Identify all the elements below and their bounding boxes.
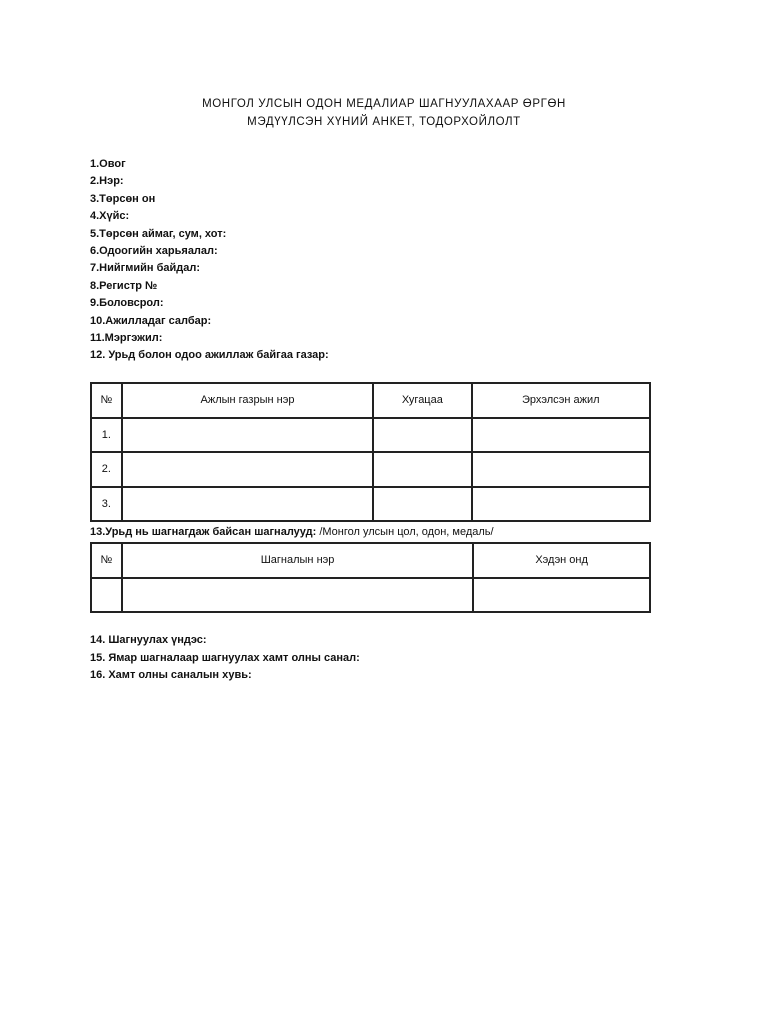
field-name: 2.Нэр: [90, 175, 124, 188]
form-title-line-1: МОНГОЛ УЛСЫН ОДОН МЕДАЛИАР ШАГНУУЛАХААР ӨРГӨН [202, 98, 566, 110]
field-nomination-basis: 14. Шагнуулах үндэс: [90, 634, 207, 646]
header-workplace-name: Ажлын газрын нэр [122, 383, 373, 418]
workplace-cell[interactable] [122, 452, 373, 487]
position-cell[interactable] [472, 487, 650, 522]
row-number: 1. [91, 418, 122, 453]
position-cell[interactable] [472, 418, 650, 453]
workplace-cell[interactable] [122, 487, 373, 522]
nomination-fields-list [90, 632, 360, 685]
field-workplaces-heading: 12. Урьд болон одоо ажиллаж байгаа газар: [90, 349, 329, 362]
field-gender: 4.Хүйс: [90, 210, 130, 223]
awards-table [90, 542, 651, 613]
header-award-year: Хэдэн онд [473, 543, 650, 578]
duration-cell[interactable] [373, 452, 471, 487]
workplace-cell[interactable] [122, 418, 373, 453]
personal-fields-list [90, 156, 690, 365]
award-year-cell[interactable] [473, 578, 650, 613]
header-number: № [91, 543, 122, 578]
row-number: 3. [91, 487, 122, 522]
table-header-row [91, 543, 650, 578]
field-surname: 1.Овог [90, 158, 126, 170]
header-award-name: Шагналын нэр [122, 543, 473, 578]
table-header-row [91, 383, 650, 418]
table-row [91, 452, 650, 487]
work-history-table [90, 382, 651, 522]
row-number-cell[interactable] [91, 578, 122, 613]
header-position: Эрхэлсэн ажил [472, 383, 650, 418]
field-birth-year: 3.Төрсөн он [90, 192, 156, 205]
field-social-status: 7.Нийгмийн байдал: [90, 262, 201, 275]
field-register-number: 8.Регистр № [90, 279, 158, 292]
table-row [91, 578, 650, 613]
position-cell[interactable] [472, 452, 650, 487]
field-current-residence: 6.Одоогийн харьяалал: [90, 245, 218, 258]
duration-cell[interactable] [373, 487, 471, 522]
award-name-cell[interactable] [122, 578, 473, 613]
awards-heading [90, 526, 494, 538]
table-row [91, 487, 650, 522]
field-collective-proposal: 15. Ямар шагналаар шагнуулах хамт олны санал: [90, 651, 360, 664]
header-number: № [91, 383, 122, 418]
field-work-sector: 10.Ажилладаг салбар: [90, 314, 212, 327]
awards-heading-bold: 13.Урьд нь шагнагдаж байсан шагналууд: [90, 526, 317, 538]
field-birthplace: 5.Төрсөн аймаг, сум, хот: [90, 227, 227, 240]
awards-heading-note: /Монгол улсын цол, одон, медаль/ [316, 526, 494, 538]
row-number: 2. [91, 452, 122, 487]
header-duration: Хугацаа [373, 383, 471, 418]
table-row [91, 418, 650, 453]
form-title-line-2: МЭДҮҮЛСЭН ХҮНИЙ АНКЕТ, ТОДОРХОЙЛОЛТ [247, 116, 521, 128]
field-profession: 11.Мэргэжил: [90, 332, 163, 345]
duration-cell[interactable] [373, 418, 471, 453]
field-collective-vote-percent: 16. Хамт олны саналын хувь: [90, 669, 252, 681]
field-education: 9.Боловсрол: [90, 297, 164, 310]
